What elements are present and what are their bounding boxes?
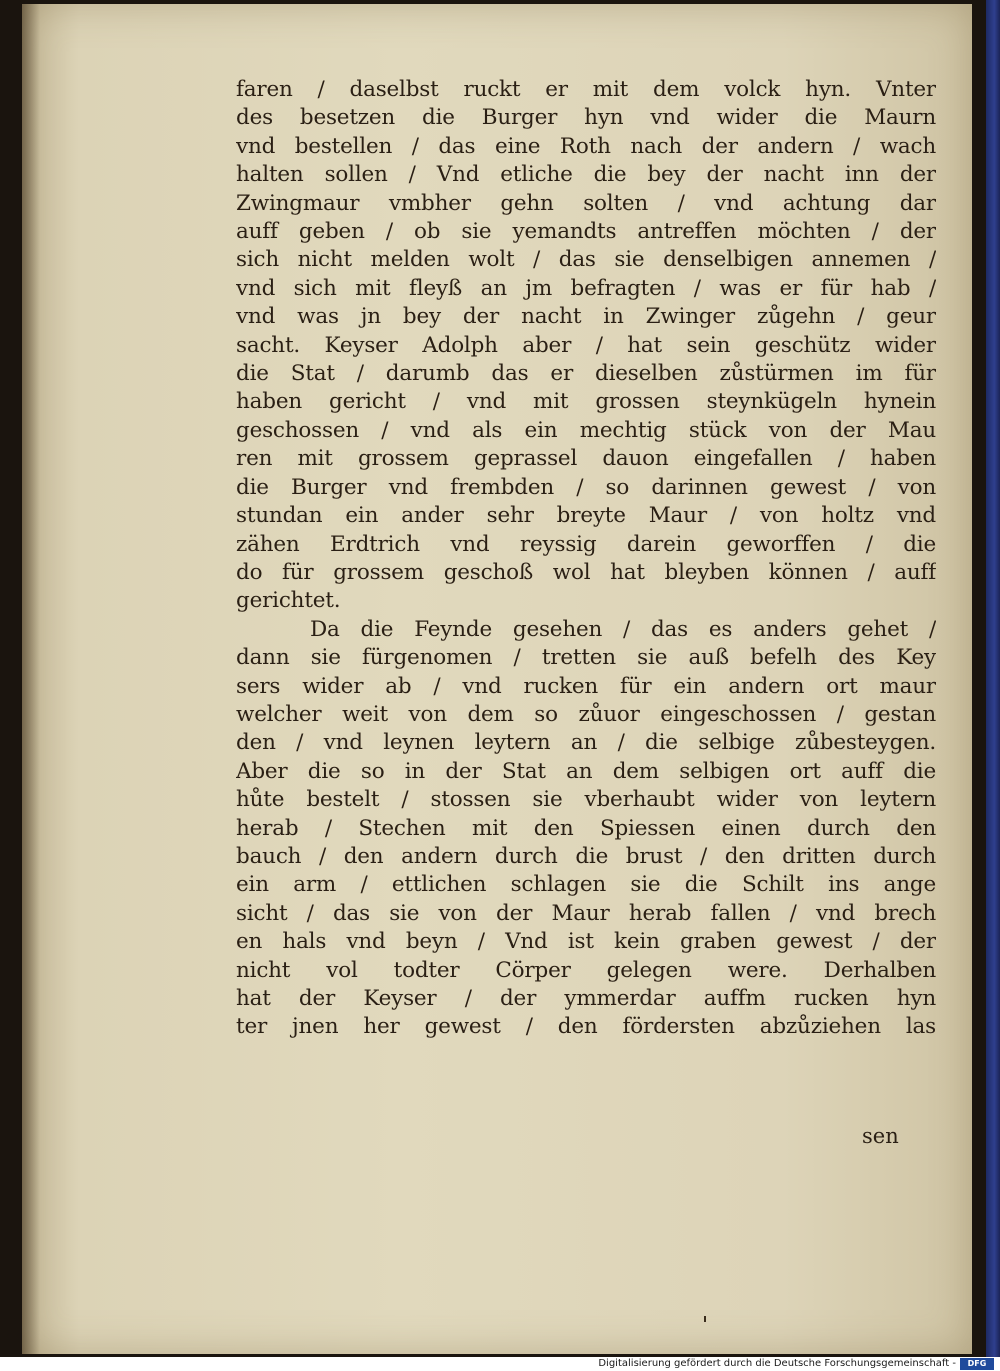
text-line: halten sollen / Vnd etliche die bey der nacht inn der	[236, 162, 936, 188]
text-line: hůte bestelt / stossen sie vberhaubt wider von leytern	[236, 787, 936, 813]
text-line: gerichtet.	[236, 588, 341, 614]
text-line: en hals vnd beyn / Vnd ist kein graben gewest / der	[236, 929, 936, 955]
text-line: sicht / das sie von der Maur herab fallen / vnd brech	[236, 900, 936, 926]
text-line: haben gericht / vnd mit grossen steynkügeln hynein	[236, 389, 936, 415]
footer-bar	[0, 1357, 1000, 1371]
text-line: Zwingmaur vmbher gehn solten / vnd achtung dar	[236, 190, 936, 216]
scan-border-edge	[986, 0, 1000, 1357]
text-line: ren mit grossem geprassel dauon eingefallen / haben	[236, 446, 936, 472]
page-mark	[704, 1316, 706, 1322]
text-line: vnd bestellen / das eine Roth nach der andern / wach	[236, 133, 936, 159]
text-line: des besetzen die Burger hyn vnd wider die Maurn	[236, 105, 936, 131]
text-line: die Stat / darumb das er dieselben zůstürmen im für	[236, 361, 936, 387]
dfg-logo: DFG	[960, 1358, 994, 1370]
paragraph-first-line: Da die Feynde gesehen / das es anders gehet /	[310, 616, 936, 642]
text-line: faren / daselbst ruckt er mit dem volck hyn. Vnter	[236, 77, 936, 102]
text-line: stundan ein ander sehr breyte Maur / von holtz vnd	[236, 503, 936, 529]
text-line: geschossen / vnd als ein mechtig stück von der Mau	[236, 417, 936, 443]
text-line: ein arm / ettlichen schlagen sie die Schilt ins ange	[236, 872, 936, 898]
text-line: die Burger vnd frembden / so darinnen gewest / von	[236, 474, 936, 500]
text-line: den / vnd leynen leytern an / die selbige zůbesteygen.	[236, 730, 936, 756]
text-line: do für grossem geschoß wol hat bleyben können / auff	[236, 559, 936, 585]
page-gutter-shadow	[22, 4, 40, 1354]
text-line: ter jnen her gewest / den fördersten abzůziehen las	[236, 1014, 936, 1040]
text-line: sacht. Keyser Adolph aber / hat sein geschütz wider	[236, 332, 936, 358]
text-line: vnd sich mit fleyß an jm befragten / was er für hab /	[236, 275, 936, 301]
page-text-block	[236, 76, 936, 1042]
footer-credit: Digitalisierung gefördert durch die Deutsche Forschungsgemeinschaft -	[598, 1358, 956, 1369]
text-line: hat der Keyser / der ymmerdar auffm rucken hyn	[236, 986, 936, 1011]
catchword: sen	[862, 1124, 899, 1148]
text-line: dann sie fürgenomen / tretten sie auß befelh des Key	[236, 645, 936, 671]
text-line: auff geben / ob sie yemandts antreffen möchten / der	[236, 219, 936, 245]
text-line: welcher weit von dem so zůuor eingeschossen / gestan	[236, 701, 936, 727]
text-line: nicht vol todter Cörper gelegen were. Derhalben	[236, 957, 936, 983]
text-line: sers wider ab / vnd rucken für ein andern ort maur	[236, 673, 936, 699]
text-line: Aber die so in der Stat an dem selbigen ort auff die	[236, 758, 936, 784]
text-line: zähen Erdtrich vnd reyssig darein geworffen / die	[236, 531, 936, 557]
text-line: bauch / den andern durch die brust / den dritten durch	[236, 843, 936, 869]
text-line: sich nicht melden wolt / das sie denselbigen annemen /	[236, 247, 936, 273]
text-line: vnd was jn bey der nacht in Zwinger zůgehn / geur	[236, 304, 936, 330]
text-line: herab / Stechen mit den Spiessen einen durch den	[236, 815, 936, 841]
